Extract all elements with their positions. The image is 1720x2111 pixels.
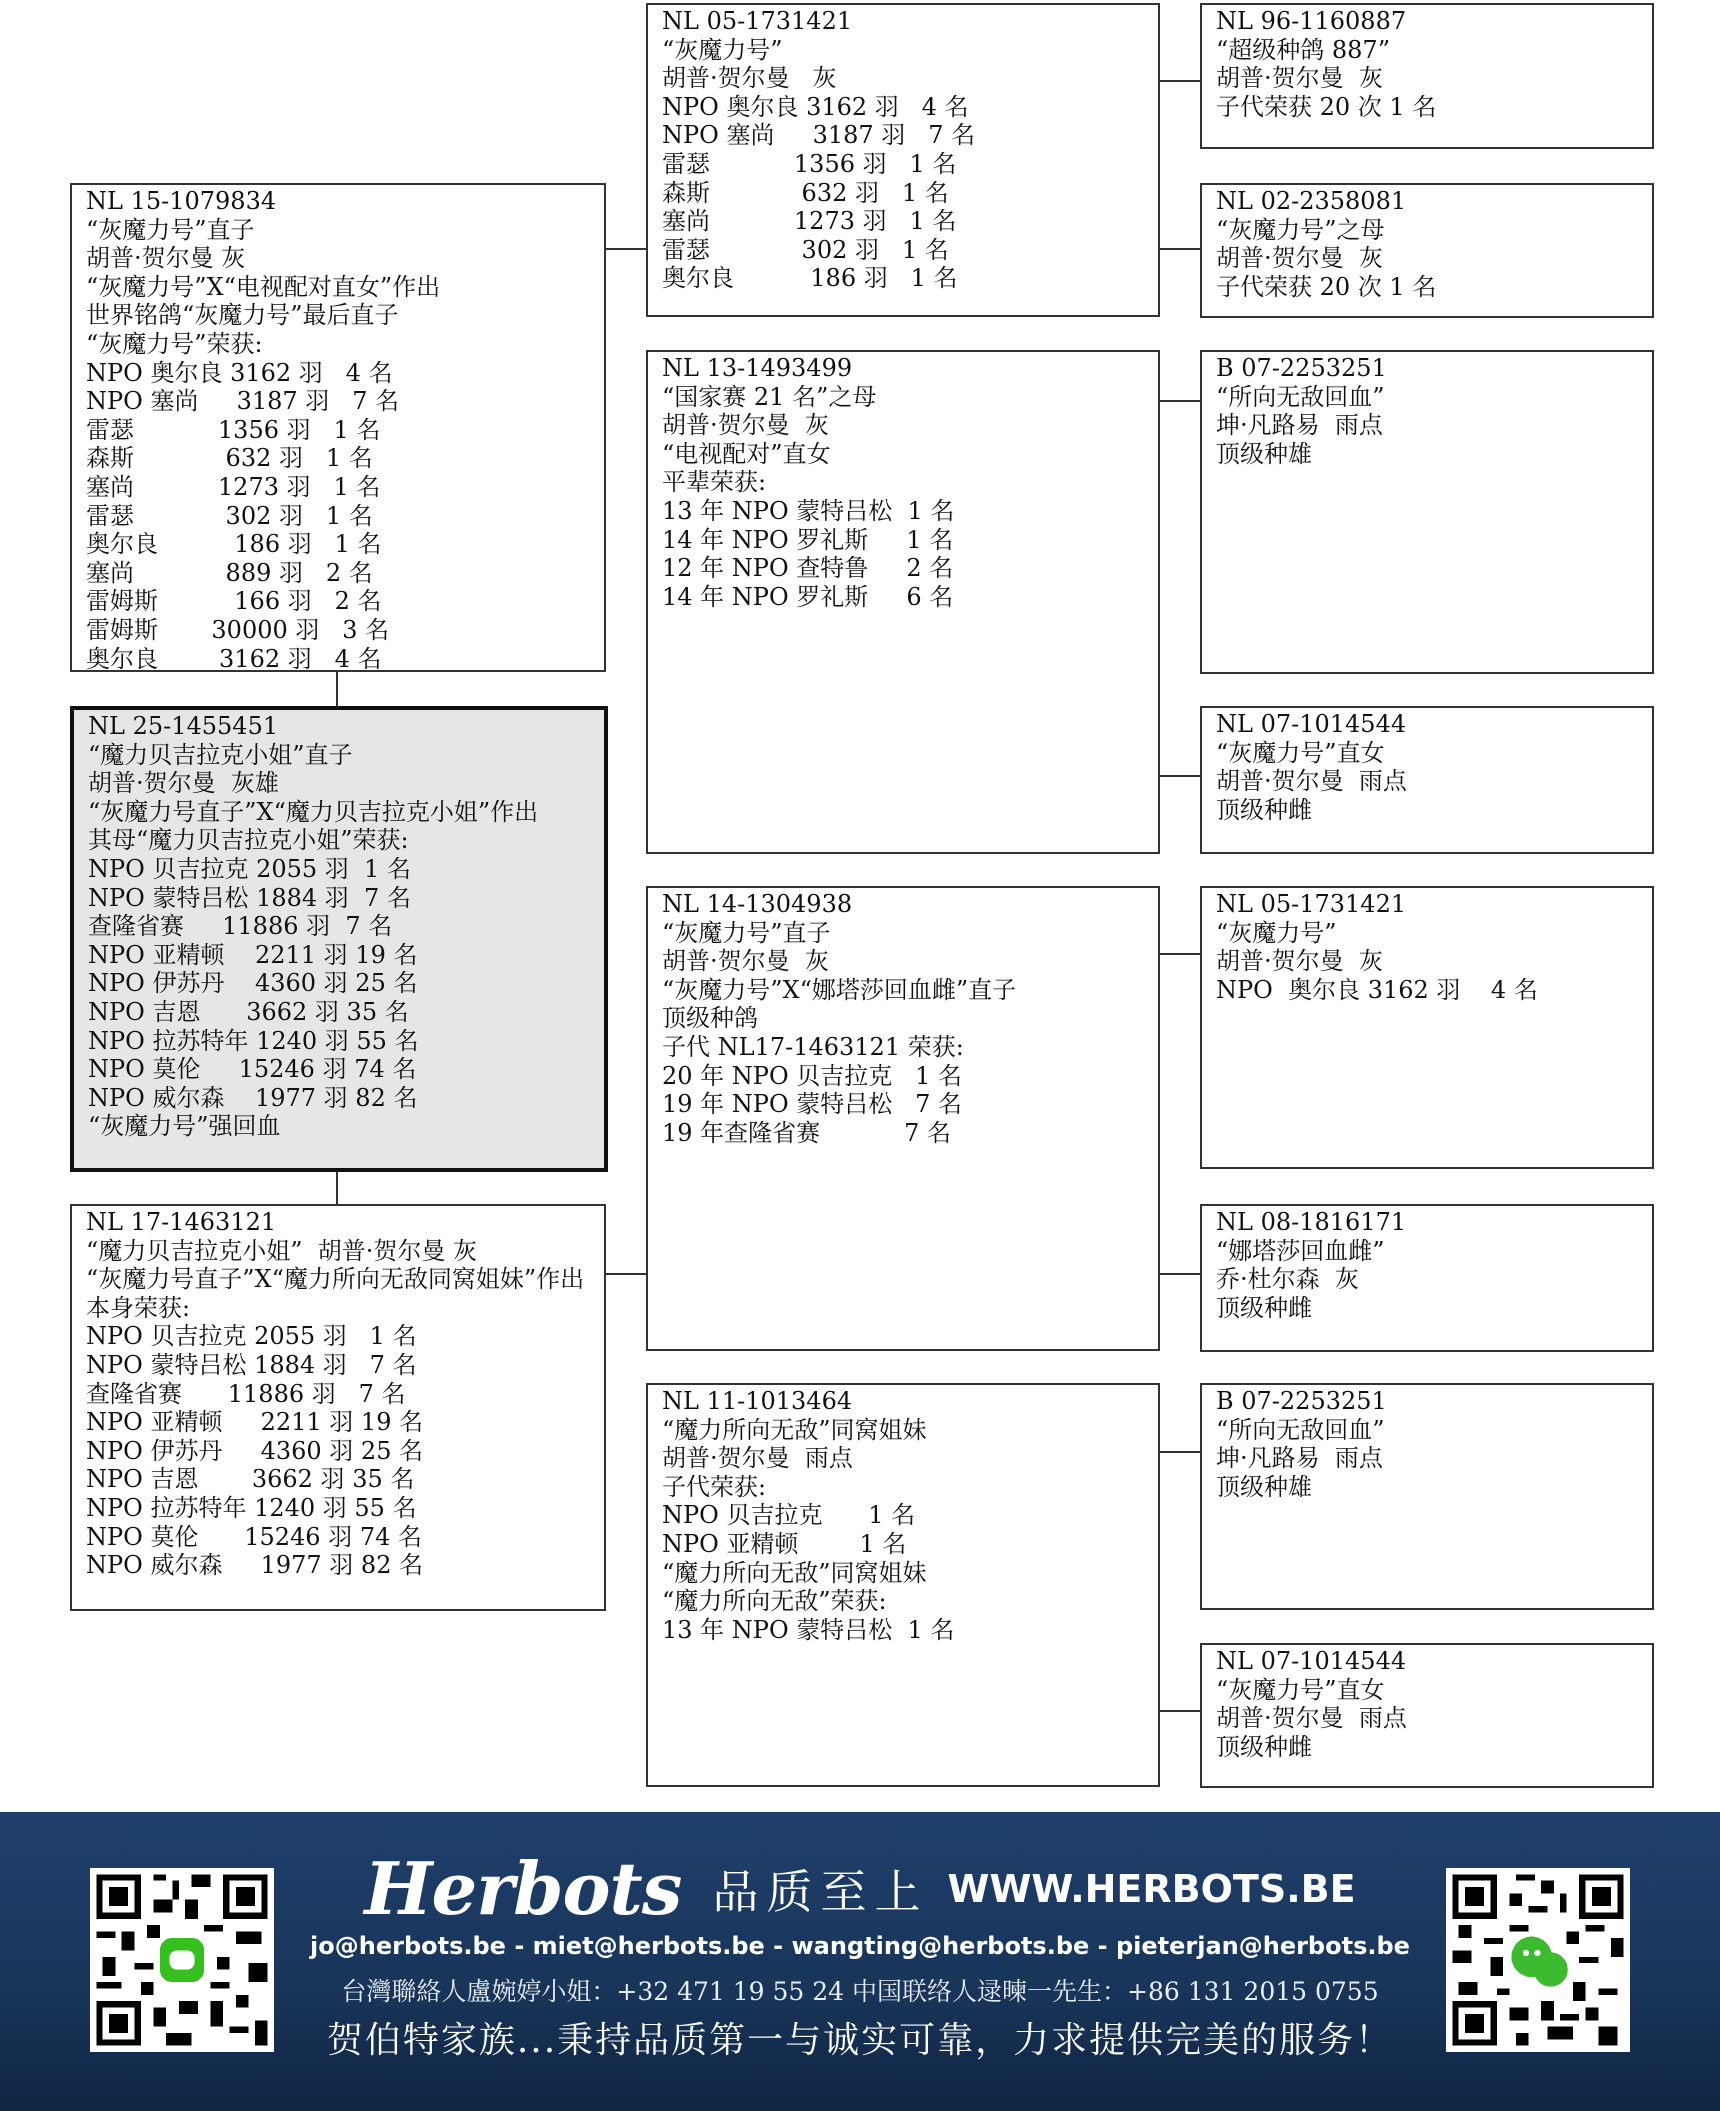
subject-pigeon-box (70, 706, 608, 1172)
ring-number: NL 08-1816171 (1216, 1208, 1407, 1236)
pedigree-line: NPO 莫伦 15246 羽 74 名 (88, 1055, 417, 1084)
pedigree-line: 子代荣获 20 次 1 名 (1216, 92, 1437, 121)
pedigree-line: 本身荣获: (86, 1293, 191, 1322)
ring-number: B 07-2253251 (1216, 354, 1387, 382)
dam-box (70, 1204, 606, 1611)
pedigree-line: 胡普·贺尔曼 灰 (662, 411, 829, 440)
pedigree-line: 世界铭鸽“灰魔力号”最后直子 (86, 301, 399, 330)
pedigree-line: NPO 亚精顿 2211 羽 19 名 (86, 1408, 424, 1437)
brand-row (0, 1846, 1720, 1931)
sire-dam-sire-box (1200, 350, 1654, 674)
pedigree-line: NPO 亚精顿 2211 羽 19 名 (88, 940, 418, 969)
pedigree-line: 顶级种雌 (1216, 1732, 1312, 1761)
pedigree-line: 雷瑟 1356 羽 1 名 (662, 149, 957, 178)
pedigree-line: 子代 NL17-1463121 荣获: (662, 1032, 964, 1061)
pedigree-line: 14 年 NPO 罗礼斯 6 名 (662, 582, 954, 611)
pedigree-line: 胡普·贺尔曼 灰 (662, 64, 837, 93)
connector (604, 248, 648, 250)
connector (1158, 775, 1202, 777)
website-link[interactable]: WWW.HERBOTS.BE (947, 1866, 1356, 1911)
pedigree-line: 13 年 NPO 蒙特吕松 1 名 (662, 1615, 955, 1644)
pedigree-line: NPO 塞尚 3187 羽 7 名 (662, 121, 976, 150)
pedigree-line: 胡普·贺尔曼 雨点 (1216, 1704, 1407, 1733)
ring-number: NL 02-2358081 (1216, 187, 1407, 215)
contact-persons: 台灣聯絡人盧婉婷小姐：+32 471 19 55 24 中国联络人逯暕一先生：+86 131 2015 0755 (341, 1977, 1379, 2006)
pedigree-line: NPO 贝吉拉克 2055 羽 1 名 (86, 1322, 417, 1351)
ring-number: NL 07-1014544 (1216, 710, 1407, 738)
pedigree-line: “灰魔力号” (1216, 918, 1337, 947)
pedigree-line: 雷瑟 302 羽 1 名 (86, 501, 373, 530)
pedigree-line: 子代荣获: (662, 1472, 767, 1501)
pedigree-line: NPO 塞尚 3187 羽 7 名 (86, 387, 400, 416)
connector (604, 1273, 648, 1275)
pedigree-line: 胡普·贺尔曼 灰 (1216, 244, 1383, 273)
ring-number: NL 25-1455451 (88, 712, 279, 740)
pedigree-line: NPO 亚精顿 1 名 (662, 1529, 907, 1558)
pedigree-line: 塞尚 1273 羽 1 名 (662, 207, 957, 236)
pedigree-line: “娜塔莎回血雌” (1216, 1236, 1385, 1265)
pedigree-line: NPO 奥尔良 3162 羽 4 名 (86, 358, 393, 387)
ring-number: B 07-2253251 (1216, 1387, 1387, 1415)
pedigree-line: 胡普·贺尔曼 灰雄 (88, 769, 279, 798)
ring-number: NL 05-1731421 (662, 7, 853, 35)
pedigree-line: NPO 贝吉拉克 1 名 (662, 1501, 916, 1530)
connector (1158, 953, 1202, 955)
ring-number: NL 15-1079834 (86, 187, 277, 215)
pedigree-line: 胡普·贺尔曼 雨点 (1216, 767, 1407, 796)
pedigree-line: “所向无敌回血” (1216, 1415, 1385, 1444)
pedigree-line: 奥尔良 186 羽 1 名 (86, 530, 382, 559)
pedigree-line: 森斯 632 羽 1 名 (86, 444, 373, 473)
pedigree-line: “电视配对”直女 (662, 439, 831, 468)
pedigree-line: “魔力所向无敌”同窝姐妹 (662, 1558, 927, 1587)
pedigree-line: 坤·凡路易 雨点 (1216, 1444, 1383, 1473)
dam-dam-dam-box (1200, 1643, 1654, 1788)
pedigree-line: NPO 贝吉拉克 2055 羽 1 名 (88, 854, 411, 883)
pedigree-line: NPO 蒙特吕松 1884 羽 7 名 (86, 1350, 417, 1379)
pedigree-line: 顶级种雌 (1216, 795, 1312, 824)
dam-sire-box (646, 886, 1160, 1351)
pedigree-line: 森斯 632 羽 1 名 (662, 178, 949, 207)
pedigree-line: NPO 伊苏丹 4360 羽 25 名 (86, 1436, 424, 1465)
pedigree-line: 子代荣获 20 次 1 名 (1216, 272, 1437, 301)
pedigree-line: 雷姆斯 30000 羽 3 名 (86, 615, 390, 644)
pedigree-line: “魔力所向无敌”同窝姐妹 (662, 1415, 927, 1444)
pedigree-line: 13 年 NPO 蒙特吕松 1 名 (662, 496, 955, 525)
pedigree-line: “灰魔力号直子”X“魔力贝吉拉克小姐”作出 (88, 797, 539, 826)
pedigree-line: 雷瑟 302 羽 1 名 (662, 235, 949, 264)
pedigree-line: 塞尚 889 羽 2 名 (86, 558, 373, 587)
ring-number: NL 14-1304938 (662, 890, 853, 918)
pedigree-line: 坤·凡路易 雨点 (1216, 411, 1383, 440)
pedigree-line: NPO 拉苏特年 1240 羽 55 名 (86, 1493, 417, 1522)
brand-logo: Herbots (364, 1846, 682, 1931)
pedigree-line: 顶级种雄 (1216, 439, 1312, 468)
pedigree-line: 奥尔良 3162 羽 4 名 (86, 644, 382, 672)
pedigree-line: 查隆省赛 11886 羽 7 名 (86, 1379, 406, 1408)
pedigree-line: 平辈荣获: (662, 468, 767, 497)
pedigree-line: 14 年 NPO 罗礼斯 1 名 (662, 525, 954, 554)
connector (1158, 400, 1202, 402)
sire-sire-dam-box (1200, 183, 1654, 318)
sire-box (70, 183, 606, 672)
email-addresses[interactable]: jo@herbots.be - miet@herbots.be - wangting@herbots.be - pieterjan@herbots.be (310, 1932, 1410, 1960)
pedigree-line: “国家赛 21 名”之母 (662, 382, 877, 411)
pedigree-line: “灰魔力号”之母 (1216, 215, 1385, 244)
ring-number: NL 17-1463121 (86, 1208, 277, 1236)
connector (336, 670, 338, 706)
pedigree-line: 胡普·贺尔曼 灰 (86, 244, 246, 273)
company-motto: 贺伯特家族...秉持品质第一与诚实可靠，力求提供完美的服务！ (326, 2020, 1394, 2061)
ring-number: NL 13-1493499 (662, 354, 853, 382)
ring-number: NL 07-1014544 (1216, 1647, 1407, 1675)
pedigree-line: 查隆省赛 11886 羽 7 名 (88, 912, 393, 941)
pedigree-line: “所向无敌回血” (1216, 382, 1385, 411)
connector (1158, 248, 1202, 250)
connector (1158, 1710, 1202, 1712)
pedigree-line: “灰魔力号”X“电视配对直女”作出 (86, 272, 441, 301)
pedigree-line: 20 年 NPO 贝吉拉克 1 名 (662, 1061, 963, 1090)
pedigree-line: 顶级种鸽 (662, 1004, 758, 1033)
pedigree-line: “魔力贝吉拉克小姐”直子 (88, 740, 353, 769)
pedigree-line: 胡普·贺尔曼 灰 (662, 947, 829, 976)
ring-number: NL 96-1160887 (1216, 7, 1407, 35)
dam-dam-box (646, 1383, 1160, 1787)
sire-sire-sire-box (1200, 3, 1654, 149)
footer-banner (0, 1812, 1720, 2111)
ring-number: NL 11-1013464 (662, 1387, 853, 1415)
pedigree-line: NPO 蒙特吕松 1884 羽 7 名 (88, 883, 411, 912)
dam-sire-sire-box (1200, 886, 1654, 1169)
pedigree-line: 顶级种雌 (1216, 1293, 1312, 1322)
pedigree-line: 胡普·贺尔曼 灰 (1216, 947, 1383, 976)
pedigree-line: NPO 奥尔良 3162 羽 4 名 (1216, 975, 1538, 1004)
pedigree-line: “灰魔力号直子”X“魔力所向无敌同窝姐妹”作出 (86, 1265, 585, 1294)
pedigree-line: 12 年 NPO 查特鲁 2 名 (662, 554, 954, 583)
pedigree-line: 19 年 NPO 蒙特吕松 7 名 (662, 1090, 963, 1119)
pedigree-line: 顶级种雄 (1216, 1472, 1312, 1501)
sire-dam-dam-box (1200, 706, 1654, 854)
pedigree-line: “灰魔力号”强回血 (88, 1112, 281, 1141)
pedigree-line: NPO 威尔森 1977 羽 82 名 (86, 1551, 424, 1580)
pedigree-line: “灰魔力号”荣获: (86, 329, 263, 358)
pedigree-line: “灰魔力号”直女 (1216, 1675, 1385, 1704)
pedigree-line: “灰魔力号”直子 (662, 918, 831, 947)
sire-dam-box (646, 350, 1160, 854)
ring-number: NL 05-1731421 (1216, 890, 1407, 918)
pedigree-line: “灰魔力号”X“娜塔莎回血雌”直子 (662, 975, 1017, 1004)
sire-sire-box (646, 3, 1160, 317)
pedigree-line: NPO 吉恩 3662 羽 35 名 (88, 997, 409, 1026)
dam-sire-dam-box (1200, 1204, 1654, 1352)
pedigree-line: “魔力所向无敌”荣获: (662, 1587, 887, 1616)
dam-dam-sire-box (1200, 1383, 1654, 1610)
connector (1158, 80, 1202, 82)
pedigree-line: 塞尚 1273 羽 1 名 (86, 472, 381, 501)
pedigree-line: 胡普·贺尔曼 灰 (1216, 64, 1383, 93)
pedigree-line: NPO 威尔森 1977 羽 82 名 (88, 1083, 418, 1112)
pedigree-line: “灰魔力号”直女 (1216, 738, 1385, 767)
pedigree-line: 胡普·贺尔曼 雨点 (662, 1444, 853, 1473)
pedigree-line: “灰魔力号”直子 (86, 215, 255, 244)
pedigree-line: “灰魔力号” (662, 35, 783, 64)
pedigree-line: 乔·杜尔森 灰 (1216, 1265, 1359, 1294)
pedigree-line: NPO 吉恩 3662 羽 35 名 (86, 1465, 415, 1494)
pedigree-line: 19 年查隆省赛 7 名 (662, 1118, 951, 1147)
pedigree-line: NPO 伊苏丹 4360 羽 25 名 (88, 969, 418, 998)
pedigree-line: NPO 莫伦 15246 羽 74 名 (86, 1522, 422, 1551)
pedigree-line: “超级种鸽 887” (1216, 35, 1390, 64)
pedigree-line: 雷瑟 1356 羽 1 名 (86, 415, 381, 444)
pedigree-line: “魔力贝吉拉克小姐” 胡普·贺尔曼 灰 (86, 1236, 478, 1265)
pedigree-line: 雷姆斯 166 羽 2 名 (86, 587, 382, 616)
pedigree-line: NPO 拉苏特年 1240 羽 55 名 (88, 1026, 419, 1055)
connector (1158, 1451, 1202, 1453)
connector (336, 1168, 338, 1204)
pedigree-line: 其母“魔力贝吉拉克小姐”荣获: (88, 826, 409, 855)
connector (1158, 1273, 1202, 1275)
brand-slogan: 品质至上 (712, 1864, 929, 1919)
pedigree-line: 奥尔良 186 羽 1 名 (662, 264, 958, 293)
pedigree-line: NPO 奥尔良 3162 羽 4 名 (662, 92, 969, 121)
